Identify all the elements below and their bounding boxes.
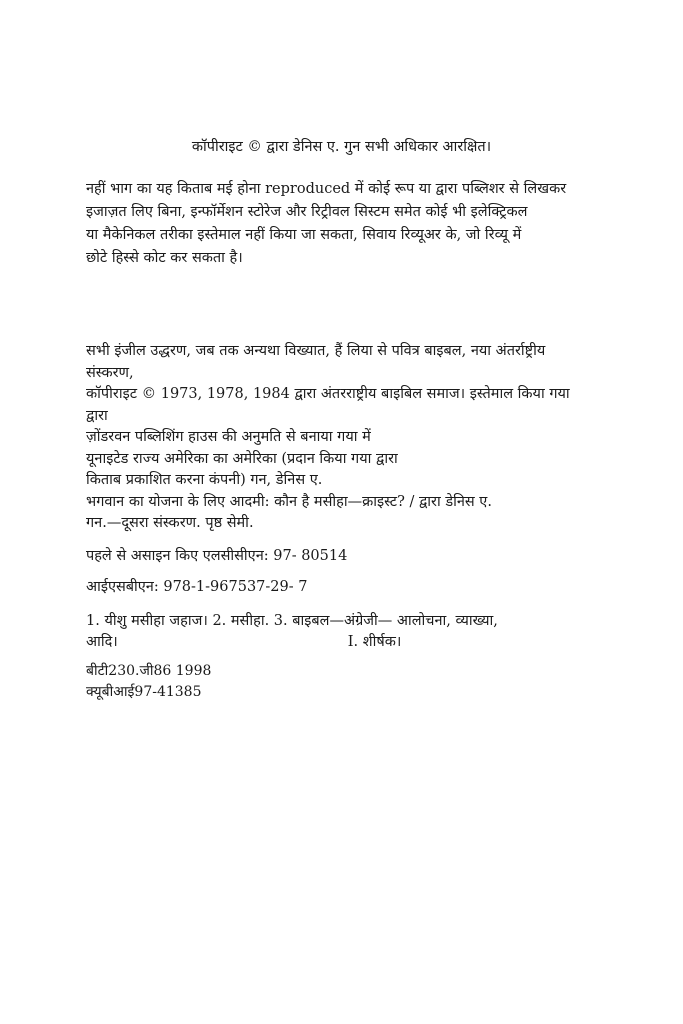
subject-line: [86, 632, 606, 653]
cip-line: सभी इंजील उद्धरण, जब तक अन्यथा विख्यात, हैं लिया से पवित्र बाइबल, नया अंतर्राष्ट्रीय: [86, 343, 546, 359]
rights-line: छोटे हिस्से कोट कर सकता है।: [86, 250, 243, 266]
cip-line: संस्करण,: [86, 364, 134, 381]
cip-line: गन.—दूसरा संस्करण. पृष्ठ सेमी.: [86, 515, 254, 531]
cip-line: द्वारा: [86, 407, 108, 424]
rights-line: इजाज़त लिए बिना, इन्फॉर्मेशन स्टोरेज और रिट्रीवल सिस्टम समेत कोई भी इलेक्ट्रिकल: [86, 204, 528, 220]
cip-line: ज़ोंडरवन पब्लिशिंग हाउस की अनुमति से बनाया गया में: [86, 429, 371, 445]
rights-line: नहीं भाग का यह किताब मई होना reproduced में कोई रूप या द्वारा पब्लिशर से लिखकर: [86, 181, 567, 197]
cip-line: किताब प्रकाशित करना कंपनी) गन, डेनिस ए.: [86, 472, 323, 488]
subject-headings: [86, 611, 606, 653]
bt-classification: बीटी230.जी86 1998: [86, 663, 212, 679]
cip-data-block: [86, 341, 606, 535]
isbn-number: आईएसबीएन: 978-1-967537-29- 7: [86, 579, 308, 595]
classification-block: [86, 661, 211, 703]
subject-line: 1. यीशु मसीहा जहाज। 2. मसीहा. 3. बाइबल—अंग्रेजी— आलोचना, व्याख्या,: [86, 613, 498, 629]
qb-classification: क्यूबीआई97-41385: [86, 684, 202, 700]
subject-title: I. शीर्षक।: [347, 634, 402, 650]
cip-line: कॉपीराइट © 1973, 1978, 1984 द्वारा अंतरराष्ट्रीय बाइबिल समाज। इस्तेमाल किया गया: [86, 386, 570, 402]
lccn-number: पहले से असाइन किए एलसीसीएन: 97- 80514: [86, 548, 348, 564]
copyright-notice: कॉपीराइट © द्वारा डेनिस ए. गुन सभी अधिकार आरक्षित।: [191, 139, 492, 155]
cip-line: यूनाइटेड राज्य अमेरिका का अमेरिका (प्रदान किया गया द्वारा: [86, 450, 398, 467]
subject-etc: आदि।: [86, 634, 118, 650]
rights-paragraph: [86, 178, 606, 270]
cip-line: भगवान का योजना के लिए आदमी: कौन है मसीहा—क्राइस्ट? / द्वारा डेनिस ए.: [86, 493, 492, 510]
rights-line: या मैकेनिकल तरीका इस्तेमाल नहीं किया जा सकता, सिवाय रिव्यूअर के, जो रिव्यू में: [86, 227, 522, 243]
